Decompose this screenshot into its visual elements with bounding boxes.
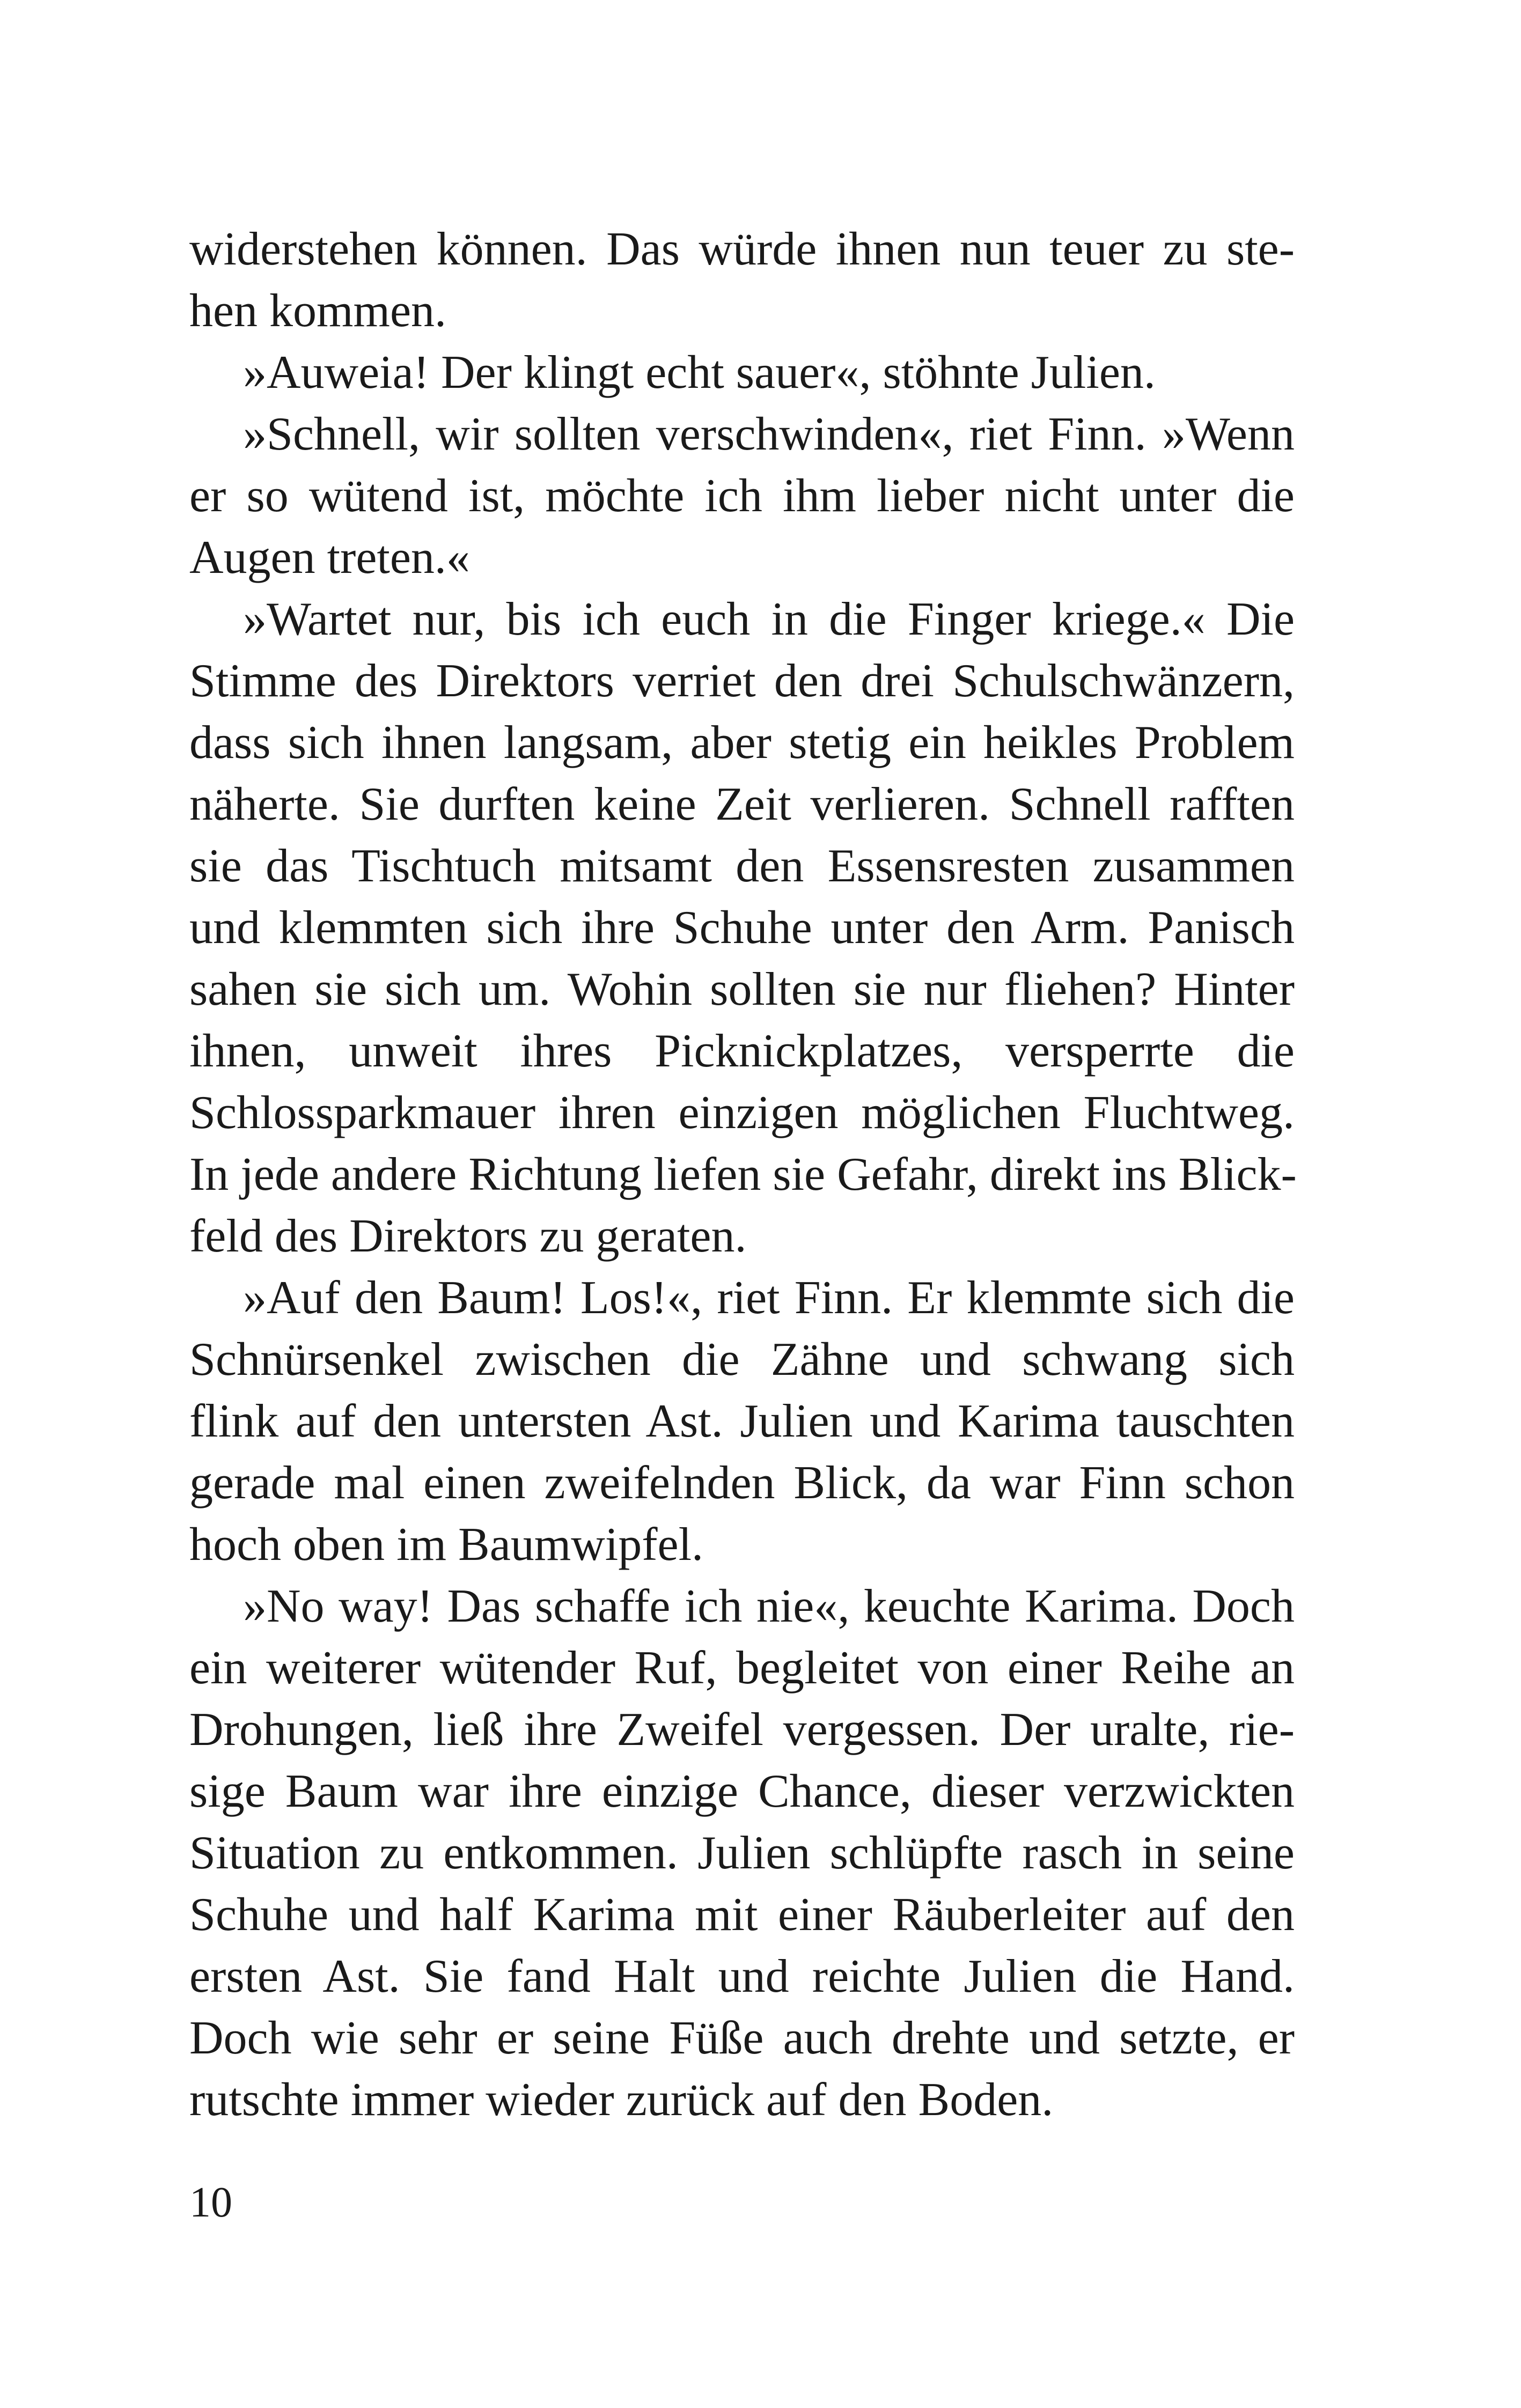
text-line: ersten Ast. Sie fand Halt und reichte Julien die Hand. xyxy=(189,1950,1295,2002)
text-line: Situation zu entkommen. Julien schlüpfte rasch in seine xyxy=(189,1827,1295,1879)
text-line: er so wütend ist, möchte ich ihm lieber nicht unter die xyxy=(189,470,1295,522)
text-line: rutschte immer wieder zurück auf den Boden. xyxy=(189,2074,1054,2126)
page-number: 10 xyxy=(189,2179,232,2226)
text-line: hoch oben im Baumwipfel. xyxy=(189,1519,704,1571)
text-line: und klemmten sich ihre Schuhe unter den Arm. Panisch xyxy=(189,902,1295,954)
text-line: Drohungen, ließ ihre Zweifel vergessen. Der uralte, rie- xyxy=(189,1704,1295,1756)
text-line: Schuhe und half Karima mit einer Räuberleiter auf den xyxy=(189,1889,1295,1941)
text-line: sige Baum war ihre einzige Chance, dieser verzwickten xyxy=(189,1765,1295,1817)
text-line: sie das Tischtuch mitsamt den Essensresten zusammen xyxy=(189,840,1295,892)
text-line: Schlossparkmauer ihren einzigen möglichen Fluchtweg. xyxy=(189,1087,1295,1139)
text-line: Stimme des Direktors verriet den drei Schulschwänzern, xyxy=(189,655,1295,707)
text-line: ein weiterer wütender Ruf, begleitet von einer Reihe an xyxy=(189,1642,1295,1694)
text-line: ihnen, unweit ihres Picknickplatzes, versperrte die xyxy=(189,1025,1295,1077)
text-line: feld des Direktors zu geraten. xyxy=(189,1210,747,1262)
text-line: Augen treten.« xyxy=(189,532,470,584)
text-line: näherte. Sie durften keine Zeit verlieren. Schnell rafften xyxy=(189,778,1295,830)
text-line: »Auf den Baum! Los!«, riet Finn. Er klemmte sich die xyxy=(243,1272,1295,1324)
text-line: sahen sie sich um. Wohin sollten sie nur fliehen? Hinter xyxy=(189,963,1295,1015)
text-line: flink auf den untersten Ast. Julien und Karima tauschten xyxy=(189,1395,1295,1447)
text-line: »Schnell, wir sollten verschwinden«, riet Finn. »Wenn xyxy=(243,408,1295,460)
text-line: In jede andere Richtung liefen sie Gefahr, direkt ins Blick- xyxy=(189,1148,1297,1201)
text-line: hen kommen. xyxy=(189,285,447,337)
text-line: »Wartet nur, bis ich euch in die Finger kriege.« Die xyxy=(243,593,1295,645)
text-line: widerstehen können. Das würde ihnen nun teuer zu ste- xyxy=(189,223,1295,275)
text-line: dass sich ihnen langsam, aber stetig ein heikles Problem xyxy=(189,717,1295,769)
text-line: Schnürsenkel zwischen die Zähne und schwang sich xyxy=(189,1334,1295,1386)
text-line: gerade mal einen zweifelnden Blick, da war Finn schon xyxy=(189,1457,1295,1509)
text-line: Doch wie sehr er seine Füße auch drehte und setzte, er xyxy=(189,2012,1295,2064)
text-line: »No way! Das schaffe ich nie«, keuchte Karima. Doch xyxy=(243,1580,1295,1632)
text-line: »Auweia! Der klingt echt sauer«, stöhnte Julien. xyxy=(243,347,1156,399)
